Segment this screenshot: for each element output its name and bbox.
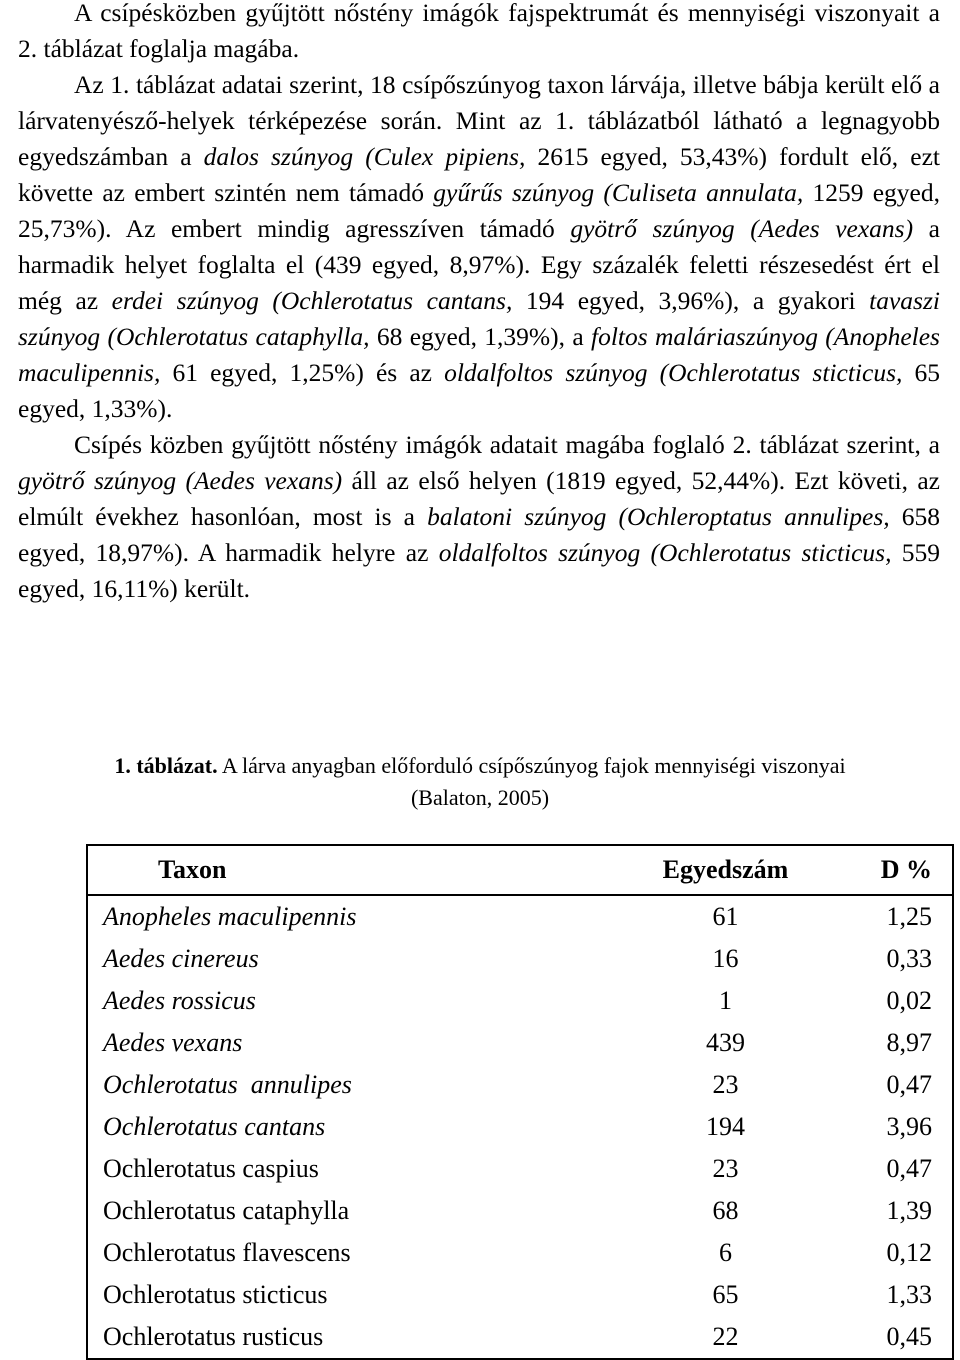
table-header-row — [87, 845, 953, 895]
cell-taxon: Ochlerotatus annulipes — [103, 1070, 352, 1099]
cell-taxon: Anopheles maculipennis — [103, 902, 357, 931]
paragraph-2-text: a harmadik helyet foglalta el (439 egyed, 8,97%). Egy százalék feletti részesedést ért el még az — [18, 214, 940, 315]
paragraph-3-text: áll az első helyen (1819 egyed, 52,44%). Ezt követi, az elmúlt évekhez hasonlóan, most is a — [18, 466, 940, 531]
table-row — [87, 895, 953, 938]
table-row — [87, 1274, 953, 1316]
paragraph-2-text: 61 egyed, 1,25%) és az — [160, 358, 445, 387]
cell-count: 6 — [719, 1238, 732, 1267]
cell-d-percent: 1,33 — [886, 1280, 932, 1309]
table-row — [87, 938, 953, 980]
species-name-italic: tavaszi szúnyog (Ochlerotatus cataphylla, — [18, 286, 940, 351]
species-table — [86, 844, 954, 1360]
cell-count: 194 — [706, 1112, 745, 1141]
paragraph-3-text: 559 egyed, 16,11%) került. — [18, 538, 941, 603]
cell-d-percent: 0,12 — [886, 1238, 932, 1267]
paragraph-2 — [18, 67, 940, 427]
cell-taxon: Ochlerotatus caspius — [103, 1154, 319, 1183]
cell-count: 23 — [712, 1154, 739, 1183]
paragraph-2-text: 68 egyed, 1,39%), a — [369, 322, 592, 351]
paragraph-2-text: 2615 egyed, 53,43%) fordult elő, ezt követte az embert szintén nem támadó — [18, 142, 940, 207]
header-taxon: Taxon — [87, 845, 638, 895]
cell-d-percent: 1,39 — [886, 1196, 932, 1225]
cell-d-percent: 0,02 — [886, 986, 932, 1015]
species-name-italic: gyötrő szúnyog (Aedes vexans) — [570, 214, 914, 243]
cell-d-percent: 1,25 — [886, 902, 932, 931]
cell-count: 439 — [706, 1028, 745, 1057]
paragraph-2-text: 194 egyed, 3,96%), a gyakori — [512, 286, 870, 315]
table-caption-line-2: (Balaton, 2005) — [410, 785, 550, 810]
cell-d-percent: 0,47 — [886, 1070, 932, 1099]
cell-count: 65 — [712, 1280, 739, 1309]
table-caption-text: A lárva anyagban előforduló csípőszúnyog fajok mennyiségi viszonyai — [217, 753, 846, 778]
cell-taxon: Ochlerotatus cantans — [103, 1112, 326, 1141]
paragraph-3 — [18, 427, 940, 607]
species-name-italic: oldalfoltos szúnyog (Ochlerotatus sticticus, — [444, 358, 903, 387]
cell-count: 23 — [712, 1070, 739, 1099]
species-name-italic: gyűrűs szúnyog (Culiseta annulata, — [433, 178, 804, 207]
cell-taxon: Aedes vexans — [103, 1028, 243, 1057]
document-body — [18, 0, 940, 607]
cell-taxon: Ochlerotatus rusticus — [103, 1322, 324, 1351]
species-name-italic: erdei szúnyog (Ochlerotatus cantans, — [111, 286, 513, 315]
species-name-italic: oldalfoltos szúnyog (Ochlerotatus sticticus, — [438, 538, 892, 567]
species-name-italic: foltos maláriaszúnyog (Anopheles maculipennis, — [18, 322, 940, 387]
paragraph-2-text: 1259 egyed, 25,73%). Az embert mindig agresszíven támadó — [18, 178, 940, 243]
paragraph-3-text: Csípés közben gyűjtött nőstény imágók adatait magába foglaló 2. táblázat szerint, a — [74, 430, 940, 459]
paragraph-1-text: A csípésközben gyűjtött nőstény imágók fajspektrumát és mennyiségi viszonyait a 2. táblázat foglalja magába. — [18, 0, 940, 63]
species-name-italic: balatoni szúnyog (Ochleroptatus annulipes, — [427, 502, 890, 531]
table-row — [87, 1064, 953, 1106]
table-row — [87, 980, 953, 1022]
cell-count: 16 — [712, 944, 739, 973]
cell-count: 68 — [712, 1196, 739, 1225]
species-name-italic: gyötrő szúnyog (Aedes vexans) — [18, 466, 343, 495]
cell-d-percent: 0,47 — [886, 1154, 932, 1183]
cell-taxon: Ochlerotatus sticticus — [103, 1280, 328, 1309]
cell-count: 1 — [719, 986, 732, 1015]
table-caption-line-1 — [0, 750, 960, 782]
table-row — [87, 1106, 953, 1148]
cell-taxon: Ochlerotatus cataphylla — [103, 1196, 350, 1225]
cell-d-percent: 0,33 — [886, 944, 932, 973]
paragraph-2-text: Az 1. táblázat adatai szerint, 18 csípőszúnyog taxon lárvája, illetve bábja került elő a lárvatenyésző-helyek térképezése során. Mint az 1. táblázatból látható a legnagyobb egyedszámban a — [18, 70, 940, 171]
table-row — [87, 1022, 953, 1064]
cell-taxon: Ochlerotatus flavescens — [103, 1238, 351, 1267]
table-row — [87, 1316, 953, 1359]
cell-d-percent: 0,45 — [886, 1322, 932, 1351]
cell-taxon: Aedes cinereus — [103, 944, 259, 973]
table-body — [87, 895, 953, 1359]
cell-d-percent: 8,97 — [886, 1028, 932, 1057]
table-row — [87, 1148, 953, 1190]
species-name-italic: dalos szúnyog (Culex pipiens, — [203, 142, 526, 171]
header-d-percent: D % — [813, 845, 953, 895]
paragraph-1 — [18, 0, 940, 67]
table-caption-label: 1. táblázat. — [114, 753, 218, 778]
paragraph-3-text: 658 egyed, 18,97%). A harmadik helyre az — [18, 502, 941, 567]
paragraph-2-text: 65 egyed, 1,33%). — [18, 358, 940, 423]
table-row — [87, 1190, 953, 1232]
cell-d-percent: 3,96 — [886, 1112, 932, 1141]
table-row — [87, 1232, 953, 1274]
cell-taxon: Aedes rossicus — [103, 986, 256, 1015]
header-count: Egyedszám — [638, 845, 813, 895]
cell-count: 61 — [712, 902, 739, 931]
cell-count: 22 — [712, 1322, 739, 1351]
table-caption — [0, 750, 960, 814]
